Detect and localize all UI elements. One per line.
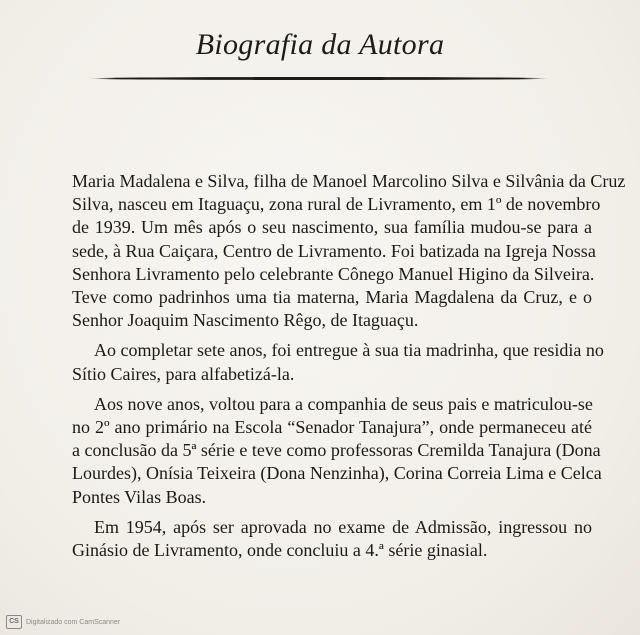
camscanner-logo-icon: CS	[6, 615, 22, 629]
paragraph-1	[72, 170, 626, 332]
biography-text	[72, 170, 626, 569]
text-line: de 1939. Um mês após o seu nascimento, sua família mudou-se para a	[72, 217, 592, 238]
text-line: Senhora Livramento pelo celebrante Cônego Manuel Higino da Silveira.	[72, 263, 595, 284]
scanner-text: Digitalizado com CamScanner	[26, 618, 121, 626]
text-line: Senhor Joaquim Nascimento Rêgo, de Itaguaçu.	[72, 310, 419, 331]
text-line: Lourdes), Onísia Teixeira (Dona Nenzinha), Corina Correia Lima e Celca	[72, 463, 602, 484]
text-line: sede, à Rua Caiçara, Centro de Livramento. Foi batizada na Igreja Nossa	[72, 240, 596, 261]
page-title: Biografia da Autora	[195, 28, 445, 61]
title-underline	[88, 77, 550, 80]
text-line: Em 1954, após ser aprovada no exame de Admissão, ingressou no	[94, 516, 592, 537]
paragraph-3	[72, 393, 602, 509]
text-line: Aos nove anos, voltou para a companhia de seus pais e matriculou-se	[94, 393, 593, 414]
text-line: Sítio Caires, para alfabetizá-la.	[72, 363, 295, 384]
text-line: Maria Madalena e Silva, filha de Manoel Marcolino Silva e Silvânia da Cruz	[72, 171, 626, 191]
text-line: a conclusão da 5ª série e teve como professoras Cremilda Tanajura (Dona	[72, 440, 601, 461]
text-line: no 2º ano primário na Escola “Senador Tanajura”, onde permaneceu até	[72, 417, 592, 438]
text-line: Teve como padrinhos uma tia materna, Maria Magdalena da Cruz, e o	[72, 287, 592, 308]
text-line: Ao completar sete anos, foi entregue à sua tia madrinha, que residia no	[94, 340, 604, 361]
paragraph-4	[72, 516, 592, 562]
scanner-watermark	[6, 615, 120, 629]
text-line: Silva, nasceu em Itaguaçu, zona rural de Livramento, em 1º de novembro	[72, 194, 601, 215]
paragraph-2	[72, 339, 604, 385]
text-line: Pontes Vilas Boas.	[72, 486, 207, 507]
text-line: Ginásio de Livramento, onde concluiu a 4.ª série ginasial.	[72, 540, 488, 561]
